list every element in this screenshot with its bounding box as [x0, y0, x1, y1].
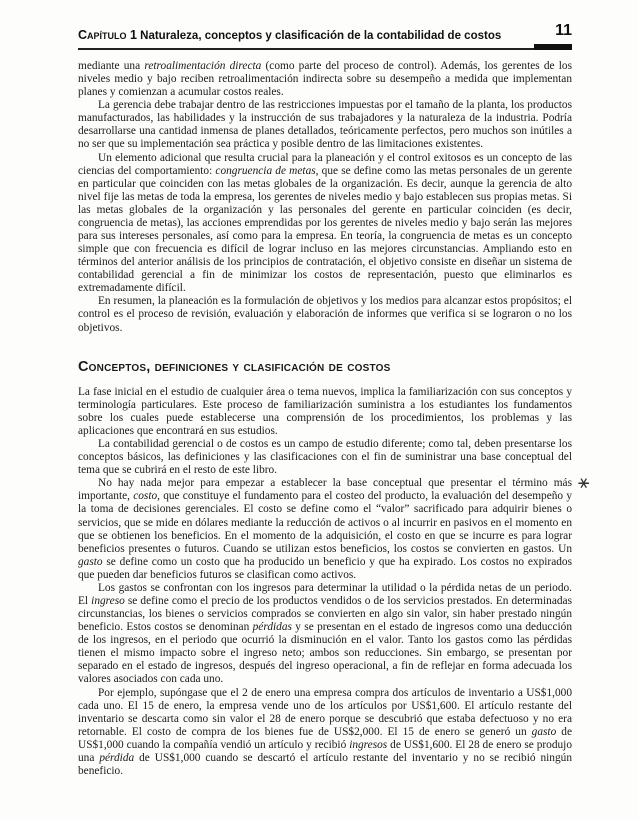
italic-term: costo	[133, 490, 158, 503]
thumb-tab	[534, 44, 572, 50]
paragraph: mediante una retroalimentación directa (como parte del proceso de control). Además, los gerentes de los niveles medio y bajo reciben retroalimentación indirecta sobre su desempeño a medida que implementan planes y comienzan a acumular costos reales.	[78, 60, 572, 99]
italic-term: retroalimentación directa	[144, 60, 262, 72]
section-paragraphs	[78, 386, 572, 778]
intro-paragraphs	[78, 60, 572, 335]
paragraph: Por ejemplo, supóngase que el 2 de enero una empresa compra dos artículos de inventario a US$1,000 cada uno. El 15 de enero, la empresa vende uno de los artículos por US$1,600. El artículo restante del inventario se descarta como sin valor el 28 de enero porque se descubrió que estaba defectuoso y no era retornable. El costo de compra de los bienes fue de US$2,000. El 15 de enero se generó un gasto de US$1,000 cuando la compañía vendió un artículo y recibió ingresos de US$1,600. El 28 de enero se produjo una pérdida de US$1,000 cuando se descartó el artículo restante del inventario y no se recibió ningún beneficio.	[78, 686, 572, 777]
italic-term: gasto	[78, 555, 103, 568]
italic-term: pérdidas	[252, 621, 292, 634]
page-body	[78, 60, 572, 778]
paragraph: En resumen, la planeación es la formulación de objetivos y los medios para alcanzar estos propósitos; el control es el proceso de revisión, evaluación y elaboración de informes que verifica si se lograron o no los objetivos.	[78, 295, 572, 334]
chapter-title: Naturaleza, conceptos y clasificación de la contabilidad de costos	[140, 30, 502, 42]
italic-term: gasto	[531, 725, 557, 738]
italic-term: ingreso	[91, 594, 125, 607]
italic-term: ingresos	[349, 738, 388, 751]
italic-term: congruencia de metas	[215, 164, 316, 177]
paragraph: Un elemento adicional que resulta crucial para la planeación y el control exitosos es un concepto de las ciencias del comportamiento: congruencia de metas, que se define como las metas personales de un gerente en particular que coinciden con las metas globales de la organización. Es decir, aunque la gerencia de alto nivel fije las metas de toda la empresa, los gerentes de niveles medio y bajo establecen sus propias metas. Si las metas globales de la organización y las personales del gerente en particular coinciden (es decir, congruencia de metas), las acciones emprendidas por los gerentes de niveles medio y bajo serán las mejores para sus intereses personales, así como para la empresa. En teoría, la congruencia de metas es un concepto simple que con frecuencia es difícil de lograr incluso en las mejores circunstancias. Ampliando esto en términos del anterior análisis de los principios de contratación, el objetivo consiste en diseñar un sistema de contabilidad gerencial a fin de minimizar los costos de representación, puesto que eliminarlos es extremadamente difícil.	[78, 151, 572, 295]
paragraph: La contabilidad gerencial o de costos es un campo de estudio diferente; como tal, deben presentarse los conceptos básicos, las definiciones y las clasificaciones con el fin de suministrar una base conceptual del tema que se cubrirá en el resto de este libro.	[78, 438, 572, 477]
header-rule	[78, 48, 572, 50]
paragraph: La fase inicial en el estudio de cualquier área o tema nuevos, implica la familiarización con sus conceptos y terminología particulares. Este proceso de familiarización suministra a los estudiantes los fundamentos sobre los cuales puede establecerse una comprensión de los procedimientos, los problemas y las aplicaciones que encontrará en sus estudios.	[78, 385, 572, 437]
section-heading: Conceptos, definiciones y clasificación de costos	[78, 358, 391, 375]
paragraph: La gerencia debe trabajar dentro de las restricciones impuestas por el tamaño de la planta, los productos manufacturados, las habilidades y la instrucción de sus trabajadores y la naturaleza de la industria. Podría desarrollarse una cantidad inmensa de planes detallados, teóricamente perfectos, pero muchos son inútiles a no ser que su implementación sea práctica y posible dentro de las limitaciones existentes.	[78, 99, 572, 151]
paragraph: No hay nada mejor para empezar a establecer la base conceptual que presentar el término más importante, costo, que constituye el fundamento para el costeo del producto, la evaluación del desempeño y la toma de decisiones gerenciales. El costo se define como el “valor” sacrificado para adquirir bienes o servicios, que se mide en dólares mediante la reducción de activos o al incurrir en pasivos en el momento en que se obtienen los beneficios. En el momento de la adquisición, el costo en que se incurre es para lograr beneficios presentes o futuros. Cuando se utilizan estos beneficios, los costos se convierten en gastos. Un gasto se define como un costo que ha producido un beneficio y que ha expirado. Los costos no expirados que pueden dar beneficios futuros se clasifican como activos.	[78, 477, 572, 581]
margin-mark-icon: ⚹	[578, 471, 590, 493]
page-number: 11	[555, 22, 572, 39]
chapter-label: Capítulo 1	[78, 28, 137, 42]
paragraph: Los gastos se confrontan con los ingresos para determinar la utilidad o la pérdida netas de un periodo. El ingreso se define como el precio de los productos vendidos o de los servicios prestados. En determinadas circunstancias, los bienes o servicios comprados se convierten en algo sin valor, sin haber prestado ningún beneficio. Estos costos se denominan pérdidas y se presentan en el estado de ingresos como una deducción de los ingresos, en el periodo que ocurrió la disminución en el valor. Tanto los gastos como las pérdidas tienen el mismo impacto sobre el ingreso neto; ambos son reducciones. Sin embargo, se presentan por separado en el estado de ingresos, después del ingreso operacional, a fin de reflejar en forma adecuada los valores asociados con cada uno.	[78, 581, 573, 686]
italic-term: pérdida	[99, 751, 135, 764]
running-head	[78, 28, 501, 42]
